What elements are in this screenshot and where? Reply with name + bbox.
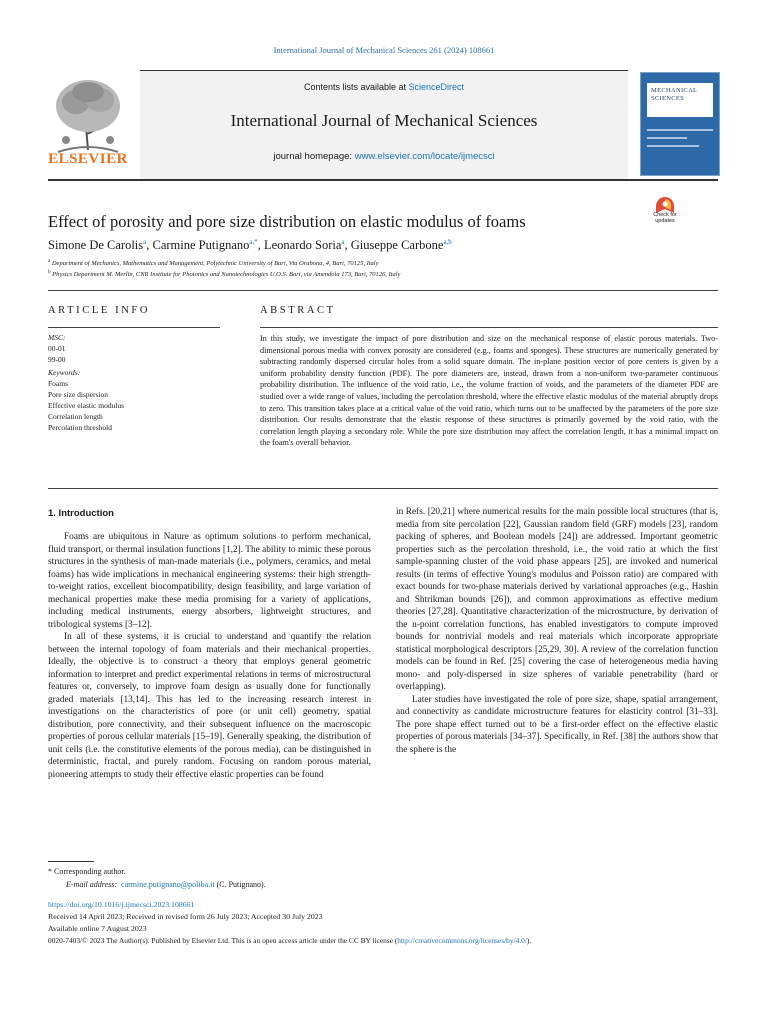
abstract-heading: ABSTRACT	[260, 305, 336, 316]
section-rule	[48, 488, 718, 489]
journal-cover-thumbnail	[640, 72, 720, 176]
keyword: Pore size dispersion	[48, 390, 108, 399]
keyword: Percolation threshold	[48, 423, 112, 432]
body-column-left	[48, 531, 371, 781]
author-affil-marker[interactable]: a,*	[249, 238, 258, 246]
email-suffix: (C. Putignano).	[216, 880, 266, 889]
license-suffix: ).	[526, 936, 532, 945]
cover-stripe	[647, 145, 699, 147]
keyword: Correlation length	[48, 412, 103, 421]
introduction-heading: 1. Introduction	[48, 508, 114, 519]
publisher-name: ELSEVIER	[48, 151, 128, 167]
online-date: Available online 7 August 2023	[48, 924, 147, 933]
body-paragraph: Later studies have investigated the role of pore size, shape, spatial arrangement, and connectivity as candidate microstructure features for elasticity control [31–33]. The pore shape effect turned out to be a first-order effect on the effective elastic properties of porous materials [34–37]. Specifically, in Ref. [38] the authors show that the sphere is the	[396, 694, 718, 755]
author-affil-marker[interactable]: a	[143, 238, 147, 246]
affiliation: $^b$ Physics Department M. Merlin, CNR Institute for Photonics and Nanotechnologies U.O.S. Bari, via Amendola 173, Bari, 70126, Italy	[48, 270, 401, 279]
license-line	[48, 936, 728, 945]
license-prefix: 0020-7403/© 2023 The Author(s). Published by Elsevier Ltd. This is an open access article under the CC BY license (	[48, 936, 398, 945]
header-rule	[48, 179, 718, 181]
author-name[interactable]: Simone De Carolis	[48, 238, 144, 253]
msc-code: 00-01	[48, 344, 66, 353]
check-for-updates-label[interactable]: Check for updates	[653, 212, 677, 224]
doi-link[interactable]: https://doi.org/10.1016/j.ijmecsci.2023.108661	[48, 900, 195, 909]
cover-title: MECHANICAL SCIENCES	[651, 87, 698, 102]
author-affil-marker[interactable]: a	[341, 238, 345, 246]
license-link[interactable]: http://creativecommons.org/licenses/by/4.0/	[397, 936, 527, 945]
body-column-right	[396, 506, 718, 756]
article-info-heading: ARTICLE INFO	[48, 305, 151, 316]
author-name[interactable]: Leonardo Soria	[263, 238, 342, 253]
author-affil-marker[interactable]: a,b	[443, 238, 452, 246]
contents-prefix: Contents lists available at	[303, 82, 409, 92]
affiliation: $^a$ Department of Mechanics, Mathematics and Management, Polytechnic University of Bari, Via Orabona, 4, Bari, 70125, Italy	[48, 259, 379, 268]
homepage-line	[140, 151, 628, 162]
email-label: E-mail address:	[66, 880, 118, 889]
abstract-rule	[260, 327, 718, 328]
homepage-prefix: journal homepage:	[273, 151, 355, 162]
corresponding-author-note: * Corresponding author.	[48, 867, 126, 876]
msc-code: 99-00	[48, 355, 66, 364]
cover-stripe	[647, 129, 713, 131]
sciencedirect-link[interactable]: ScienceDirect	[408, 82, 465, 92]
author-name[interactable]: Carmine Putignano	[152, 238, 250, 253]
footnote-rule	[48, 861, 94, 862]
keywords-label: Keywords:	[48, 368, 81, 377]
email-link[interactable]: carmine.putignano@poliba.it	[121, 880, 215, 889]
journal-citation[interactable]: International Journal of Mechanical Sciences 261 (2024) 108661	[273, 45, 495, 55]
author-name[interactable]: Giuseppe Carbone	[350, 238, 444, 253]
journal-name: International Journal of Mechanical Sciences	[230, 111, 538, 130]
body-paragraph: In all of these systems, it is crucial to understand and quantify the relation between the internal topology of foam materials and their mechanical properties. Ideally, the objective is to construct a theory that employs general geometric information to interpret and predict experimental relations in terms of microstructural features or, conversely, to improve foam design as usually done for functionally graded materials [13,14]. This has led to the increasing research interest in investigations on the characteristics of pore (or unit cell) geometry, spatial distribution, pore connectivity, and their subsequent influence on the macroscopic properties of porous cellular materials [15–19]. Generally speaking, the distribution of unit cells (i.e. the constitutive elements of the porous media), can be distinguished in deterministic, fractal, and purely random. Focusing on random porous material, pioneering attempts to study their effective elastic properties can be found	[48, 632, 371, 780]
keyword: Effective elastic modulus	[48, 401, 125, 410]
section-rule	[48, 290, 718, 291]
abstract-body: In this study, we investigate the impact of pore distribution and size on the mechanical response of elastic porous materials. Two-dimensional porous media with convex porosity are considered (e.g., foams and sponges). These structures are numerically generated by subtracting randomly dispersed circular holes from a solid square domain. The in-plane position vector of pore centers is given by a uniform probability density function (PDF). The pore diameters are, instead, drawn from a non-uniform two-parameter continuous probability distribution. The influence of the void ratio, i.e., the volume fraction of voids, and the parameters of the diameter PDF are studied over a wide range of values, including the percolation threshold, where the effective elastic modulus of the material abruptly drops to zero. This transition takes place at a critical value of the void ratio, which turns out to be unaffected by the parameters of the pore size distribution. Our results demonstrate that the elastic response of these structures is primarily governed by the void ratio, with the correlation length playing a secondary role. While the pore size distribution may affect the correlation length, it has a minimal impact on the foam's overall behavior.	[260, 334, 718, 448]
article-info-rule	[48, 327, 220, 328]
cover-stripe	[647, 137, 687, 139]
author-list: Simone De Carolis$^a$, Carmine Putignano$^{a,*}$, Leonardo Soria$^a$, Giuseppe Carbone$^{a,b}$	[48, 238, 452, 253]
email-line	[66, 880, 266, 889]
article-title: Effect of porosity and pore size distribution on elastic modulus of foams	[48, 212, 526, 231]
body-paragraph: Foams are ubiquitous in Nature as optimum solutions to perform mechanical, fluid transport, or thermal insulation functions [1,2]. The ability to mimic these porous structures in the synthesis of man-made materials (i.e., polymers, ceramics, and metal foams) has wide implications in mechanical engineering systems: their high strength-to-weight ratios, excellent biocompatibility, design feasibility, and large variation of mechanical properties make these media promising for a variety of applications, including medical instruments, energy absorbers, lightweight structures, and tribological systems [3–12].	[48, 532, 371, 630]
keyword: Foams	[48, 379, 69, 388]
homepage-link[interactable]: www.elsevier.com/locate/ijmecsci	[354, 151, 495, 162]
body-paragraph: in Refs. [20,21] where numerical results for the main possible local structures (that is, media from site percolation [22], Gaussian random field (GRF) models [23], random packing of spheres, and Boolean models [24]) are addressed. Important geometric properties such as the percolation threshold, i.e., the void ratio at which the first sample-spanning cluster of the void phase appears [25], are invoked and numerical results (in terms of effective Young's modulus and Poisson ratio) are compared with exact bounds for two-phase materials derived by variational approaches (e.g., Hashin and Shtrikman bounds [26]), and common approximations as effective medium theories [27,28]. Quantitative characterization of the microstructure, by derivation of the n-point correlation functions, has enabled investigators to compute improved bounds for nontrivial models and real materials which incorporate appropriate statistical morphological descriptors [25,29, 30]. A review of the correlation function models can be found in Ref. [25] covering the case of heterogeneous media having mono- and poly-dispersed in size spheres of variable penetrability (hard or overlapping).	[396, 507, 718, 693]
received-dates: Received 14 April 2023; Received in revised form 26 July 2023; Accepted 30 July 2023	[48, 912, 323, 921]
msc-label: MSC:	[48, 333, 66, 342]
contents-line	[140, 82, 628, 92]
